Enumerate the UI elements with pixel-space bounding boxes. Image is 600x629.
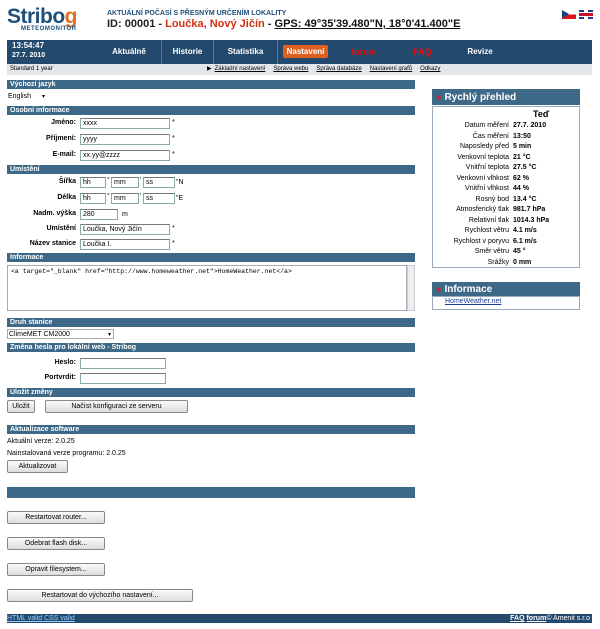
station-name-label: Název stanice (29, 240, 76, 247)
minute-mark: ' (140, 177, 142, 184)
info-header (432, 282, 580, 296)
settings-links (207, 64, 592, 75)
gps-coordinates: GPS: 49°35'39.480"N, 18°0'41.400"E (274, 18, 461, 30)
quick-row-label: Datum měření (464, 122, 509, 129)
quick-row (433, 121, 581, 132)
header-separator: - (264, 18, 275, 30)
required-mark: * (172, 135, 175, 142)
degree-mark: ° (107, 193, 110, 200)
quick-row (433, 153, 581, 164)
east-mark: "E (176, 195, 184, 202)
footer-right (510, 614, 590, 623)
quick-row-value: 45 ° (513, 248, 526, 255)
quick-row (433, 237, 581, 248)
current-version: Aktuální verze: 2.0.25 (7, 438, 75, 445)
quick-row-value: 4.1 m/s (513, 227, 537, 234)
update-button[interactable]: Aktualizovat (7, 460, 68, 473)
clock-box (7, 40, 97, 64)
station-id: ID: 00001 - (107, 18, 166, 30)
quick-row (433, 195, 581, 206)
arrow-right-icon: ▶ (207, 66, 212, 72)
quick-row-label: Atmosferický tlak (456, 206, 509, 213)
quick-row (433, 174, 581, 185)
remove-flash-button[interactable]: Odebrat flash disk... (7, 537, 105, 550)
place-label: Umístění (46, 225, 76, 232)
section-personal: Osobní informace (7, 106, 415, 115)
latitude-mm[interactable]: mm (111, 177, 139, 188)
uk-flag-icon[interactable] (579, 10, 593, 19)
link-basic-settings[interactable]: Základní nastavení (214, 66, 266, 72)
footer-faq-link[interactable]: FAQ (510, 615, 525, 622)
section-system (7, 487, 415, 498)
quick-row-label: Vnitřní vlhkost (465, 185, 509, 192)
clock-date: 27.7. 2010 (12, 52, 46, 59)
quick-row-value: 27.7. 2010 (513, 122, 547, 129)
copyright: © Amenit s.r.o (546, 615, 590, 622)
quick-row-label: Rychlost větru (464, 227, 509, 234)
section-language: Výchozí jazyk (7, 80, 415, 89)
bullet-icon: ● (436, 284, 442, 294)
quick-row-label: Směr větru (474, 248, 509, 255)
quick-row (433, 142, 581, 153)
homeweather-link[interactable]: HomeWeather.net (445, 298, 502, 305)
latitude-label: Šířka (58, 178, 76, 185)
factory-reset-button[interactable]: Restartovat do výchozího nastavení... (7, 589, 193, 602)
section-password: Změna hesla pro lokální web - Stribog (7, 343, 415, 352)
section-info: Informace (7, 253, 415, 262)
north-mark: "N (176, 179, 184, 186)
password-label: Heslo: (54, 359, 76, 366)
section-save: Uložit změny (7, 388, 415, 397)
email-input[interactable]: xx.yy@zzzz (80, 150, 170, 161)
quick-row-label: Srážky (487, 258, 509, 266)
bullet-icon: ● (436, 92, 442, 102)
altitude-label: Nadm. výška (33, 210, 76, 217)
nav-faq[interactable]: FAQ (413, 47, 432, 57)
info-textarea[interactable]: <a target="_blank" href="http://www.homeweather.net">HomeWeather.net</a> (7, 265, 407, 311)
textarea-scrollbar[interactable] (407, 265, 415, 311)
quick-row-value: 1014.3 hPa (513, 216, 550, 224)
quick-row-value: 6.1 m/s (513, 237, 537, 245)
section-station-type: Druh stanice (7, 318, 415, 327)
link-web-admin[interactable]: Správa webu (273, 66, 309, 72)
logo-subtitle: METEOMONITOR (21, 26, 77, 32)
quick-row-value: 21 °C (513, 153, 531, 161)
nav-forum[interactable]: forum (351, 47, 377, 57)
longitude-ss[interactable]: ss (143, 193, 175, 204)
quick-row-label: Relativní tlak (468, 216, 509, 224)
chevron-down-icon: ▾ (41, 94, 45, 100)
longitude-label: Délka (57, 194, 76, 201)
quick-row-label: Venkovní teplota (457, 153, 509, 161)
czech-flag-icon[interactable] (562, 10, 576, 19)
station-type-select[interactable] (7, 329, 114, 339)
quick-row (433, 163, 581, 174)
footer-forum-link[interactable]: forum (526, 615, 547, 622)
quick-overview-header (432, 89, 580, 105)
sub-nav-bar (7, 64, 592, 75)
altitude-input[interactable]: 280 (80, 209, 118, 220)
quick-row (433, 205, 581, 216)
logo[interactable] (7, 6, 77, 32)
link-db-admin[interactable]: Správa databáze (316, 66, 362, 72)
link-graph-settings[interactable]: Nastavení grafů (369, 66, 413, 72)
latitude-hh[interactable]: hh (80, 177, 106, 188)
language-select[interactable] (7, 92, 47, 102)
quick-row-value: 44 % (513, 185, 529, 192)
required-mark: * (172, 119, 175, 126)
name-input[interactable]: xxxx (80, 118, 170, 129)
quick-row-label: Naposledy před (459, 143, 509, 150)
surname-label: Příjmení: (46, 135, 76, 142)
station-name-input[interactable]: Loučka I. (80, 239, 170, 250)
confirm-password-label: Portvrdit: (44, 374, 76, 381)
altitude-unit: m (122, 211, 128, 218)
quick-row (433, 216, 581, 227)
nav-revize[interactable]: Revize (467, 47, 493, 56)
required-mark: * (172, 225, 175, 232)
required-mark: * (172, 240, 175, 247)
confirm-password-input[interactable] (80, 373, 166, 384)
restart-router-button[interactable]: Restartovat router... (7, 511, 105, 524)
quick-row (433, 226, 581, 237)
logo-text: Stribog (7, 5, 77, 28)
quick-row-label: Vnitřní teplota (465, 164, 509, 171)
chevron-down-icon: ▾ (107, 332, 111, 338)
quick-row-value: 5 min (513, 143, 532, 150)
quick-row-label: Čas měření (472, 132, 509, 140)
quick-row-label: Venkovní vlhkost (456, 174, 509, 182)
info-title: Informace (444, 284, 493, 295)
nav-statistika[interactable]: Statistika (213, 40, 277, 64)
section-location: Umístění (7, 165, 415, 174)
station-location: Loučka, Nový Jičín (165, 18, 265, 30)
quick-row-label: Rychlost v poryvu (453, 237, 509, 245)
quick-row-value: 13:50 (513, 132, 531, 140)
quick-row-value: 13.4 °C (513, 195, 537, 203)
quick-overview-title: Rychlý přehled (444, 92, 517, 103)
quick-row-label: Rosný bod (475, 195, 509, 203)
quick-row-value: 62 % (513, 174, 529, 182)
language-value: English (8, 93, 31, 100)
longitude-mm[interactable]: mm (111, 193, 139, 204)
password-input[interactable] (80, 358, 166, 369)
surname-input[interactable]: yyyy (80, 134, 170, 145)
minute-mark: ' (140, 193, 142, 200)
info-box (432, 296, 580, 310)
nav-nastaveni-label: Nastavení (283, 45, 329, 58)
quick-row (433, 132, 581, 143)
quick-row (433, 184, 581, 195)
quick-row (433, 247, 581, 258)
quick-row-value: 27.5 °C (513, 164, 537, 171)
validation-links[interactable]: HTML valid CSS valid (7, 615, 75, 622)
now-label: Teď (533, 109, 550, 119)
name-label: Jméno: (51, 119, 76, 126)
station-type-value: ClimeMET CM2000 (9, 331, 70, 338)
fix-filesystem-button[interactable]: Opravit filesystem... (7, 563, 105, 576)
installed-version: Nainstalovaná verze programu: 2.0.25 (7, 450, 126, 457)
clock-time: 13:54:47 (12, 41, 45, 50)
footer (7, 614, 592, 623)
nav-historie[interactable]: Historie (161, 40, 213, 64)
link-links[interactable]: Odkazy (420, 66, 441, 72)
email-label: E-mail: (52, 151, 76, 158)
section-software: Aktualizace software (7, 425, 415, 434)
latitude-ss[interactable]: ss (143, 177, 175, 188)
longitude-hh[interactable]: hh (80, 193, 106, 204)
quick-row-value: 981.7 hPa (513, 206, 546, 213)
required-mark: * (172, 151, 175, 158)
save-button[interactable]: Uložit (7, 400, 35, 413)
degree-mark: ° (107, 177, 110, 184)
quick-overview-box (432, 106, 580, 268)
place-input[interactable]: Loučka, Nový Jičín (80, 224, 170, 235)
station-header (107, 18, 460, 30)
period-label: Standard 1 year (10, 66, 53, 72)
load-config-button[interactable]: Načíst konfiguraci ze serveru (45, 400, 188, 413)
nav-nastaveni[interactable] (277, 40, 333, 64)
quick-row (433, 258, 581, 269)
header-title: AKTUÁLNÍ POČASÍ S PŘESNÝM URČENÍM LOKALITY (107, 10, 287, 17)
nav-aktualne[interactable]: Aktuálně (112, 47, 146, 56)
quick-row-value: 0 mm (513, 258, 532, 266)
